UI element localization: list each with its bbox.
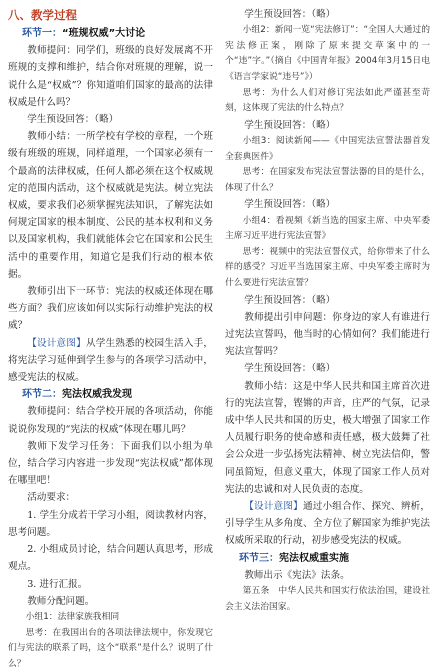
step3-heading xyxy=(225,550,430,567)
step2-heading xyxy=(8,386,213,403)
paragraph: 学生预设回答：（略） xyxy=(225,6,430,23)
question-text: 思考：视频中的宪法宣誓仪式，给你带来了什么样的感受？习近平当选国家主席、中央军委主席时为什么要进行宪法宣誓？ xyxy=(225,245,430,292)
step2-title: 宪法权威我发现 xyxy=(62,389,132,400)
design-intent-label: 【设计意图】 xyxy=(244,501,303,512)
paragraph: 教师提出引申问题：你身边的家人有谁进行过宪法宣誓吗，他当时的心情如何？我们能进行宪法宣誓吗？ xyxy=(225,309,430,361)
paragraph: 学生预设回答：（略） xyxy=(225,360,430,377)
group-item: 小组3：阅读新闻——《中国宪法宣誓法器首发全套典医件》 xyxy=(225,134,430,165)
paragraph: 教师提问：同学们，班级的良好发展离不开班规的支撑和维护，结合你对班规的理解，说一说什么是“权威”？你知道咱们国家的最高的法律权威是什么吗？ xyxy=(8,42,213,111)
design-intent xyxy=(8,335,213,387)
paragraph: 教师出示《宪法》法条。 xyxy=(225,567,430,584)
step1-label: 环节一： xyxy=(22,28,62,39)
design-intent xyxy=(225,498,430,550)
design-intent-text: 通过小组合作、探究、辨析，引导学生从多角度、全方位了解国家为维护宪法权威所采取的行动，初步感受宪法的权威。 xyxy=(225,501,430,546)
paragraph: 学生预设回答：（略） xyxy=(8,111,213,128)
design-intent-label: 【设计意图】 xyxy=(27,338,86,349)
paragraph: 3. 进行汇报。 xyxy=(8,576,213,593)
step3-title: 宪法权威重实施 xyxy=(279,553,349,564)
design-intent-text: 从学生熟悉的校园生活入手，将宪法学习延伸到学生参与的各项学习活动中，感受宪法的权威。 xyxy=(8,338,213,383)
right-column xyxy=(225,6,430,615)
paragraph: 教师小结：一所学校有学校的章程，一个班级有班级的班规，同样道理，一个国家必须有一个最高的法律权威，任何人都必须在这个权威规定的范围内活动，这个权威就是宪法。树立宪法权威，要求我们必须掌握宪法知识，了解宪法如何规定国家的根本制度、公民的基本权利和义务以及国家机构，我们就能体会它在国家和公民生活中的重要作用，知道它是我们行动的根本依据。 xyxy=(8,128,213,283)
paragraph: 1. 学生分成若干学习小组，阅读教材内容，思考问题。 xyxy=(8,507,213,541)
step1-title: “班规权威”大讨论 xyxy=(62,28,145,39)
group-item: 小组2：新闻一览“宪法修订”：“全国人大通过的宪法修正案，刚除了原来提交草案中的一个“违”字。”（摘自《中国青年报》2004年3月15日电《语言学家说“违号”》） xyxy=(225,23,430,85)
group-item: 小组4：看视频《新当选的国家主席、中央军委主席习近平进行宪法宣誓》 xyxy=(225,214,430,245)
paragraph: 教师分配问题。 xyxy=(8,593,213,610)
step2-label: 环节二： xyxy=(22,389,62,400)
left-column xyxy=(8,6,213,672)
group-item: 小组1：法律家族我相同 xyxy=(8,610,213,626)
paragraph: 2. 小组成员讨论，结合问题认真思考，形成观点。 xyxy=(8,541,213,575)
question-text: 思考：为什么人们对修订宪法如此严谨甚至苛刻，这体现了宪法的什么特点？ xyxy=(225,86,430,117)
paragraph: 教师下发学习任务：下面我们以小组为单位，结合学习内容进一步发现“宪法权威”都体现在哪里吧！ xyxy=(8,438,213,490)
question-text: 思考：在我国出台的各项法律法规中，你发现它们与宪法的联系了吗，这个“联系”是什么？说明了什么？ xyxy=(8,626,213,672)
step1-heading xyxy=(8,25,213,42)
question-text: 思考：在国家发布宪法宣誓法器的目的是什么，体现了什么？ xyxy=(225,165,430,196)
paragraph: 学生预设回答：（略） xyxy=(225,117,430,134)
paragraph: 活动要求： xyxy=(8,489,213,506)
paragraph: 教师提问：结合学校开展的各项活动，你能说说你发现的“宪法的权威”体现在哪儿吗？ xyxy=(8,403,213,437)
paragraph: 教师小结：这是中华人民共和国主席首次进行的宪法宣誓，铿锵的声音，庄严的气氛，记录成中华人民共和国的历史，极大增强了国家工作人员履行职务的使命感和责任感，极大鼓舞了社会公众进一步弘扬宪法精神、树立宪法信仰，警同虽简短，但意义重大，体现了国家工作人员对宪法的忠诚和对人民负责的态度。 xyxy=(225,378,430,498)
paragraph: 学生预设回答：（略） xyxy=(225,292,430,309)
paragraph: 学生预设回答：（略） xyxy=(225,196,430,213)
section-title: 八、教学过程 xyxy=(8,6,213,25)
step3-label: 环节三： xyxy=(239,553,279,564)
law-article: 第五条 中华人民共和国实行依法治国，建设社会主义法治国家。 xyxy=(225,584,430,615)
paragraph: 教师引出下一环节：宪法的权威还体现在哪些方面？我们应该如何以实际行动维护宪法的权威？ xyxy=(8,283,213,335)
